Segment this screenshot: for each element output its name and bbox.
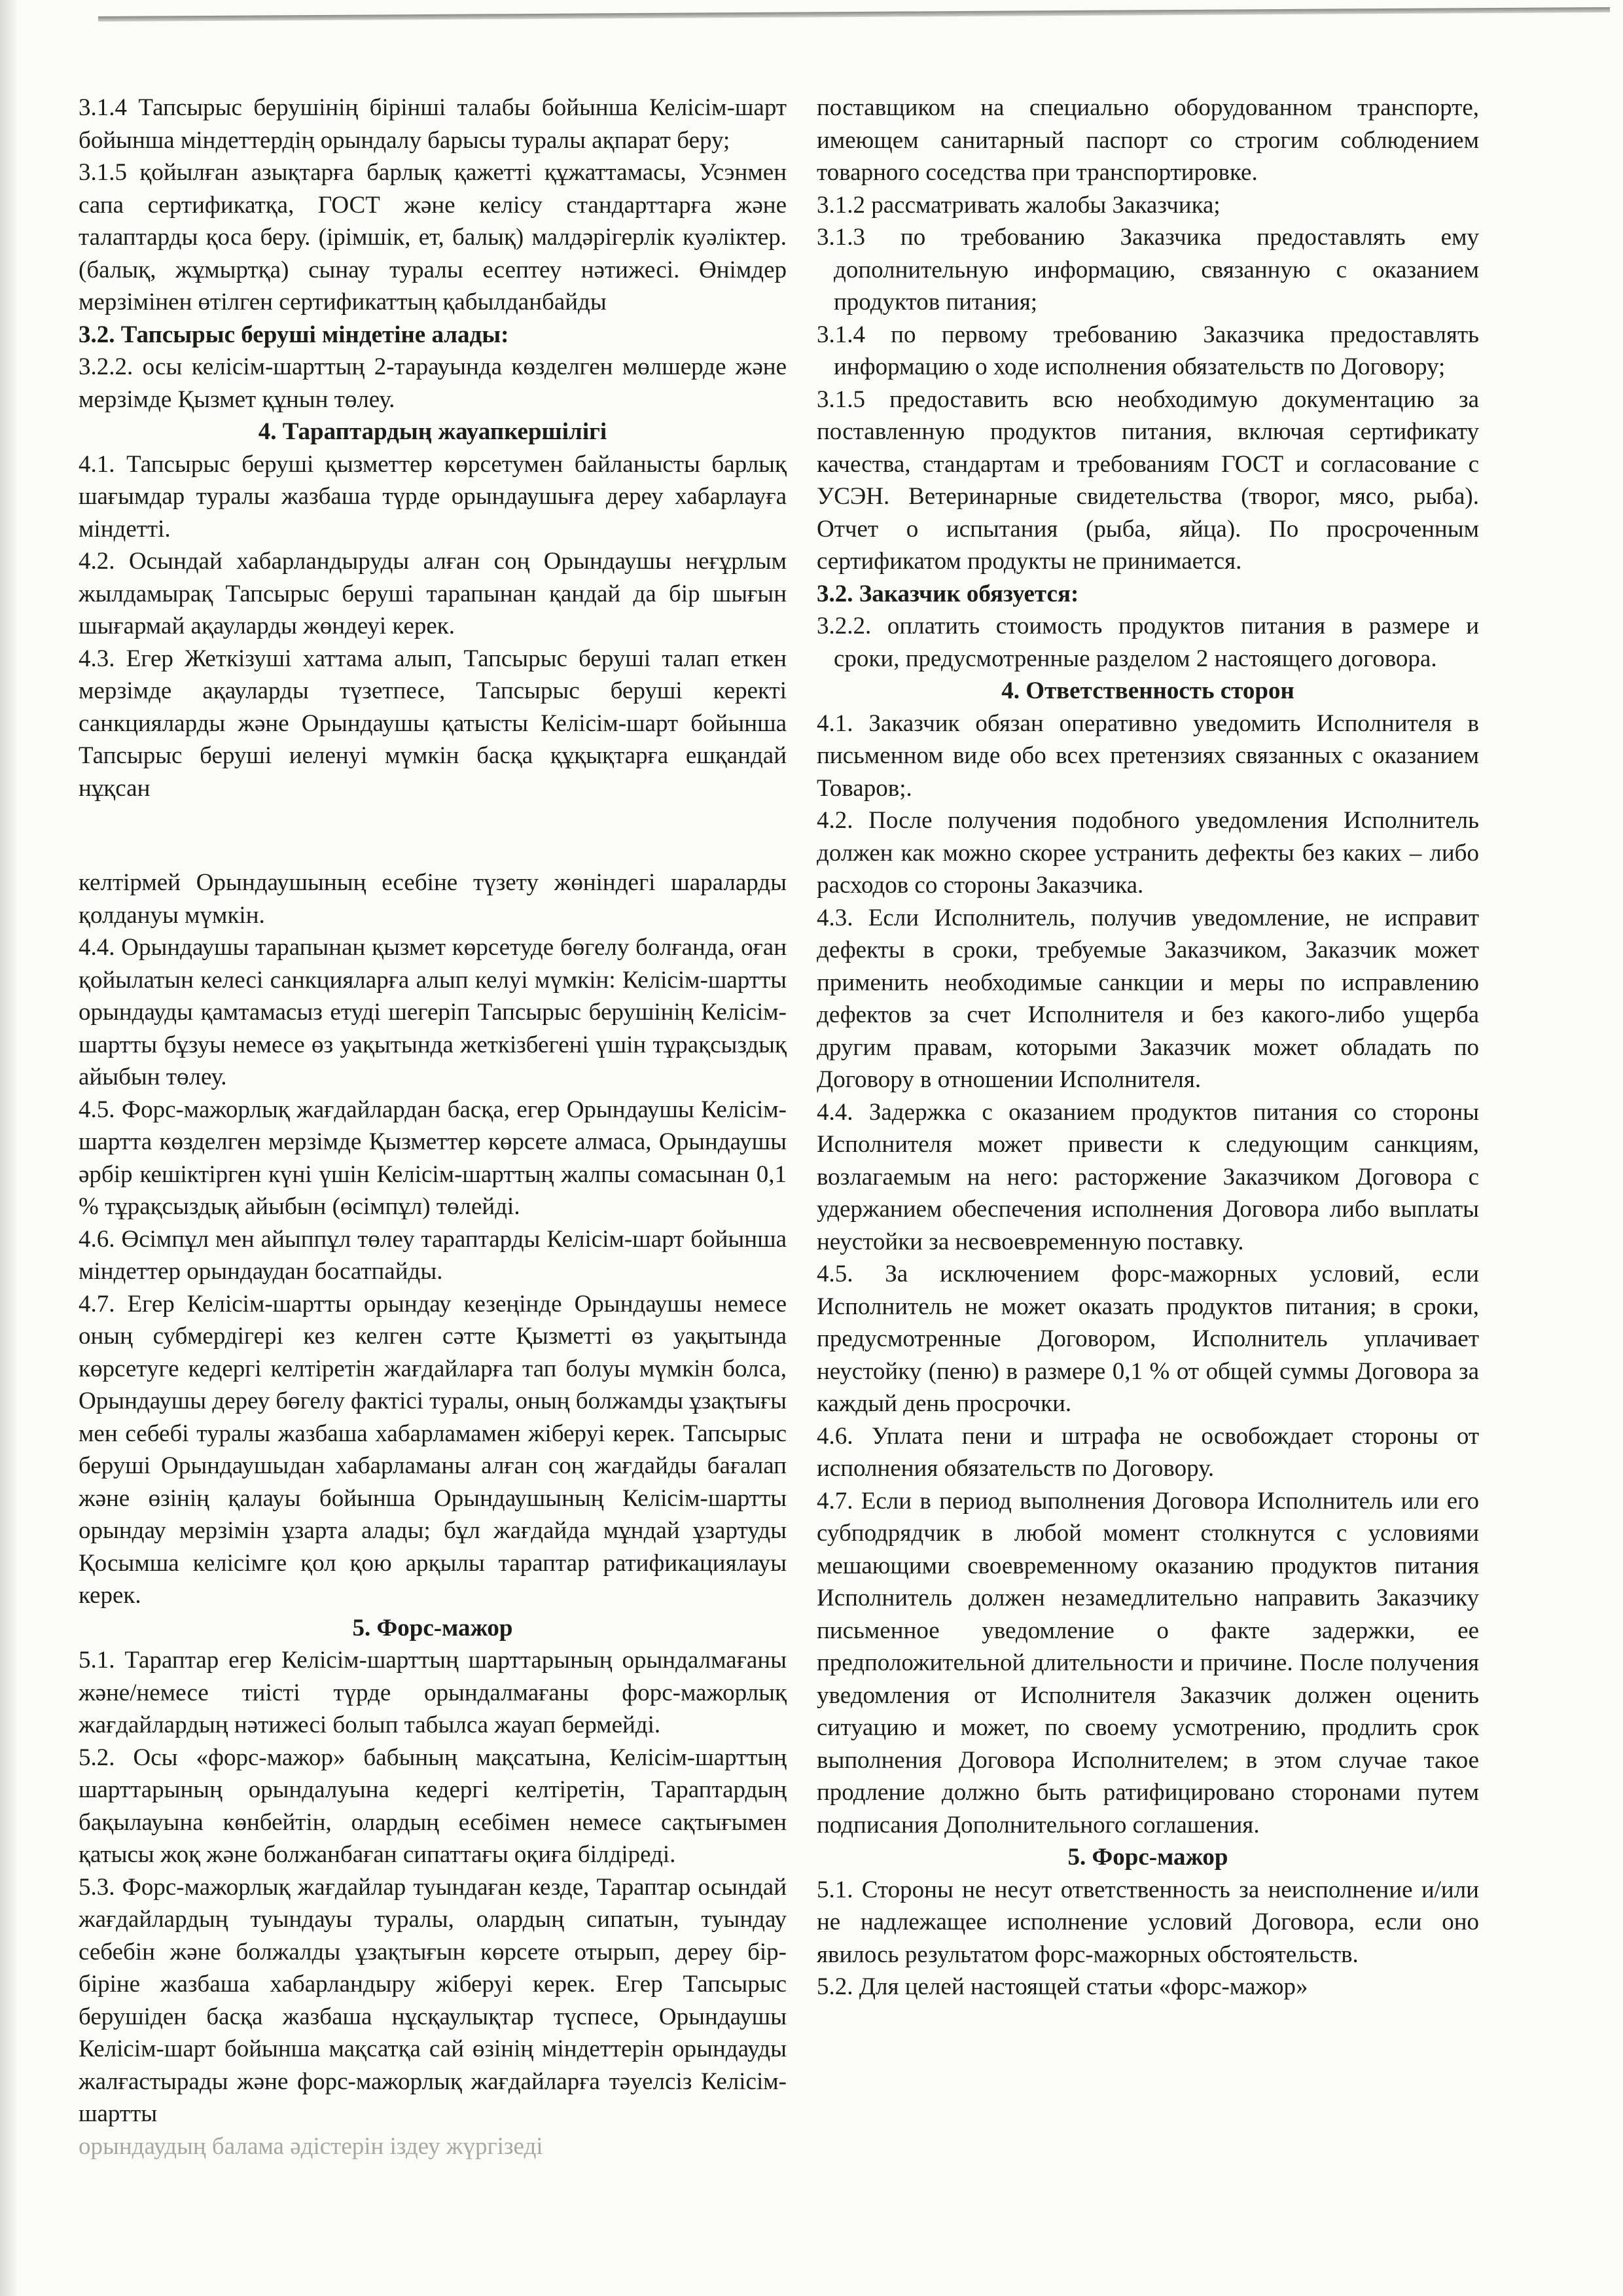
ru-clause-4-6: 4.6. Уплата пени и штрафа не освобождает стороны от исполнения обязательств по Договору. xyxy=(817,1422,1479,1482)
ru-clause-4-3: 4.3. Если Исполнитель, получив уведомление, не исправит дефекты в сроки, требуемые Заказчиком, Заказчик может применить необходимые санкции и меры по исправлению дефектов за счет Исполнителя и без какого-либо ущерба другим правам, которыми Заказчик может обладать по Договору в отношении Исполнителя. xyxy=(817,904,1479,1093)
ru-clause-3-2-2: 3.2.2. оплатить стоимость продуктов питания в размере и сроки, предусмотренные разделом 2 настоящего договора. xyxy=(817,613,1479,672)
kk-heading-4: 4. Тараптардың жауапкершілігі xyxy=(258,418,607,445)
kk-clause-5-1: 5.1. Тараптар егер Келісім-шарттың шарттарының орындалмағаны және/немесе тиісті түрде орындалмағаны форс-мажорлық жағдайлардың нәтижесі болып табылса жауап бермейді. xyxy=(79,1647,787,1738)
kk-clause-4-5: 4.5. Форс-мажорлық жағдайлардан басқа, егер Орындаушы Келісім-шартта көзделген мерзімде Қызметтер көрсете алмаса, Орындаушы әрбір кешіктірген күні үшін Келісім-шарттың жалпы сомасынан 0,1 % тұрақсыздық айыбын (өсімпұл) төлейді. xyxy=(79,1096,787,1220)
ru-heading-4: 4. Ответственность сторон xyxy=(1001,677,1294,704)
ru-clause-3-1-3: 3.1.3 по требованию Заказчика предоставлять ему дополнительную информацию, связанную с оказанием продуктов питания; xyxy=(817,224,1479,315)
kk-clause-4-6: 4.6. Өсімпұл мен айыппұл төлеу тараптарды Келісім-шарт бойынша міндеттер орындаудан босатпайды. xyxy=(79,1225,787,1285)
ru-clause-4-7: 4.7. Если в период выполнения Договора Исполнитель или его субподрядчик в любой момент столкнутся с условиями мешающими своевременному оказанию продуктов питания Исполнитель должен незамедлительно направить Заказчику письменное уведомление о факте задержки, ее предположительной длительности и причине. После получения уведомления от Исполнителя Заказчик должен оценить ситуацию и может, по своему усмотрению, продлить срок выполнения Договора Исполнителем; в этом случае такое продление должно быть ратифицировано сторонами путем подписания Дополнительного соглашения. xyxy=(817,1487,1479,1839)
kk-heading-3-2: 3.2. Тапсырыс беруші міндетіне алады: xyxy=(79,321,509,348)
kk-clause-4-2: 4.2. Осындай хабарландыруды алған соң Орындаушы неғұрлым жылдамырақ Тапсырыс беруші тарапынан қандай да бір шығын шығармай ақауларды жөндеуі керек. xyxy=(79,548,787,639)
scan-top-edge xyxy=(98,7,1610,22)
kazakh-column xyxy=(79,92,787,2162)
kk-clause-3-2-2: 3.2.2. осы келісім-шарттың 2-тарауында көзделген мөлшерде және мерзімде Қызмет құнын төлеу. xyxy=(79,353,787,413)
kk-clause-4-7: 4.7. Егер Келісім-шартты орындау кезеңінде Орындаушы немесе оның субмердігері кез келген сәтте Қызметті өз уақытында көрсетуге кедергі келтіретін жағдайларға тап болуы мүмкін болса, Орындаушы дереу бөгелу фактісі туралы, оның болжамды ұзақтығы мен себебі туралы жазбаша хабарламамен жіберуі керек. Тапсырыс беруші Орындаушыдан хабарламаны алған соң жағдайды бағалап және өзінің қалауы бойынша Орындаушының Келісім-шартты орындау мерзімін ұзарта алады; бұл жағдайда мұндай ұзартуды Қосымша келісімге қол қою арқылы тараптар ратификациялауы керек. xyxy=(79,1290,787,1609)
kk-clause-5-3-cut-line: орындаудың балама әдістерін іздеу жүргізеді xyxy=(79,2132,543,2160)
ru-heading-5: 5. Форс-мажор xyxy=(1067,1844,1228,1871)
kk-clause-4-3-continued: келтірмей Орындаушының есебіне түзету жөніндегі шараларды қолдануы мүмкін. xyxy=(79,869,787,929)
kk-clause-4-3: 4.3. Егер Жеткізуші хаттама алып, Тапсырыс беруші талап еткен мерзімде ақауларды түзетпесе, Тапсырыс беруші керекті санкцияларды және Орындаушы қатысты Келісім-шарт бойынша Тапсырыс беруші иеленуі мүмкін басқа құқықтарға ешқандай нұқсан xyxy=(79,645,787,802)
kk-clause-4-4: 4.4. Орындаушы тарапынан қызмет көрсетуде бөгелу болғанда, оған қойылатын келесі санкцияларға алып келуі мүмкін: Келісім-шартты орындауды қамтамасыз етуді шегеріп Тапсырыс берушінің Келісім-шартты бұзуы немесе өз уақытында жеткізбегені үшін тұрақсыздық айыбын төлеу. xyxy=(79,934,787,1090)
kk-clause-3-1-4: 3.1.4 Тапсырыс берушінің бірінші талабы бойынша Келісім-шарт бойынша міндеттердің орындалу барысы туралы ақпарат беру; xyxy=(79,94,787,154)
kk-heading-5: 5. Форс-мажор xyxy=(352,1614,513,1641)
scan-left-shadow xyxy=(0,0,18,2296)
ru-clause-3-1-4: 3.1.4 по первому требованию Заказчика предоставлять информацию о ходе исполнения обязательств по Договору; xyxy=(817,321,1479,380)
ru-clause-4-2: 4.2. После получения подобного уведомления Исполнитель должен как можно скорее устранить дефекты без каких – либо расходов со стороны Заказчика. xyxy=(817,807,1479,899)
ru-clause-4-5: 4.5. За исключением форс-мажорных условий, если Исполнитель не может оказать продуктов питания; в сроки, предусмотренные Договором, Исполнитель уплачивает неустойку (пеню) в размере 0,1 % от общей суммы Договора за каждый день просрочки. xyxy=(817,1261,1479,1417)
ru-clause-4-1: 4.1. Заказчик обязан оперативно уведомить Исполнителя в письменном виде обо всех претензиях связанных с оказанием Товаров;. xyxy=(817,709,1479,802)
ru-clause-5-2: 5.2. Для целей настоящей статьи «форс-мажор» xyxy=(817,1973,1308,2000)
ru-heading-3-2: 3.2. Заказчик обязуется: xyxy=(817,580,1079,607)
kk-clause-3-1-5: 3.1.5 қойылған азықтарға барлық қажетті құжаттамасы, Усэнмен сапа сертификатқа, ГОСТ және келісу стандарттарға және талаптарды қоса беру. (ірімшік, ет, балық) малдәрігерлік куәліктер. (балық, жұмыртқа) сынау туралы есептеу нәтижесі. Өнімдер мерзімінен өтілген сертификаттың қабылданбайды xyxy=(79,159,787,315)
kk-clause-5-2: 5.2. Осы «форс-мажор» бабының мақсатына, Келісім-шарттың шарттарының орындалуына кедергі келтіретін, Тараптардың бақылауына көнбейтін, олардың есебімен немесе сақтығымен қатысы жоқ және болжанбаған сипаттағы оқиға білдіреді. xyxy=(79,1744,787,1868)
ru-clause-4-4: 4.4. Задержка с оказанием продуктов питания со стороны Исполнителя может привести к следующим санкциям, возлагаемым на него: расторжение Заказчиком Договора с удержанием обеспечения исполнения Договора либо выплаты неустойки за несвоевременную поставку. xyxy=(817,1098,1479,1255)
ru-clause-5-1: 5.1. Стороны не несут ответственность за неисполнение и/или не надлежащее исполнение условий Договора, если оно явилось результатом форс-мажорных обстоятельств. xyxy=(817,1876,1479,1968)
ru-clause-3-1-2: 3.1.2 рассматривать жалобы Заказчика; xyxy=(817,191,1221,219)
kk-clause-4-1: 4.1. Тапсырыс беруші қызметтер көрсетумен байланысты барлық шағымдар туралы жазбаша түрде орындаушыға дереу хабарлауға міндетті. xyxy=(79,450,787,543)
kk-clause-5-3: 5.3. Форс-мажорлық жағдайлар туындаған кезде, Тараптар осындай жағдайлардың туындауы туралы, олардың сипатын, туындау себебін және болжалды ұзақтығын көрсете отырып, дереу бір-біріне жазбаша хабарландыру жіберуі керек. Егер Тапсырыс берушіден басқа жазбаша нұсқаулықтар түспесе, Орындаушы Келісім-шарт бойынша мақсатқа сай өзінің міндеттерін орындауды жалғастырады және форс-мажорлық жағдайларға тәуелсіз Келісім-шартты xyxy=(79,1873,787,2127)
russian-column xyxy=(817,92,1479,2003)
ru-clause-3-1-5: 3.1.5 предоставить всю необходимую документацию за поставленную продуктов питания, включая сертификату качества, стандартам и требованиям ГОСТ и согласование с УСЭН. Ветеринарные свидетельства (творог, мясо, рыба). Отчет о испытания (рыба, яйца). По просроченным сертификатом продукты не принимается. xyxy=(817,386,1479,575)
column-gap xyxy=(79,804,787,867)
ru-clause-3-1-1-continued: поставщиком на специально оборудованном транспорте, имеющем санитарный паспорт со строгим соблюдением товарного соседства при транспортировке. xyxy=(817,94,1479,186)
